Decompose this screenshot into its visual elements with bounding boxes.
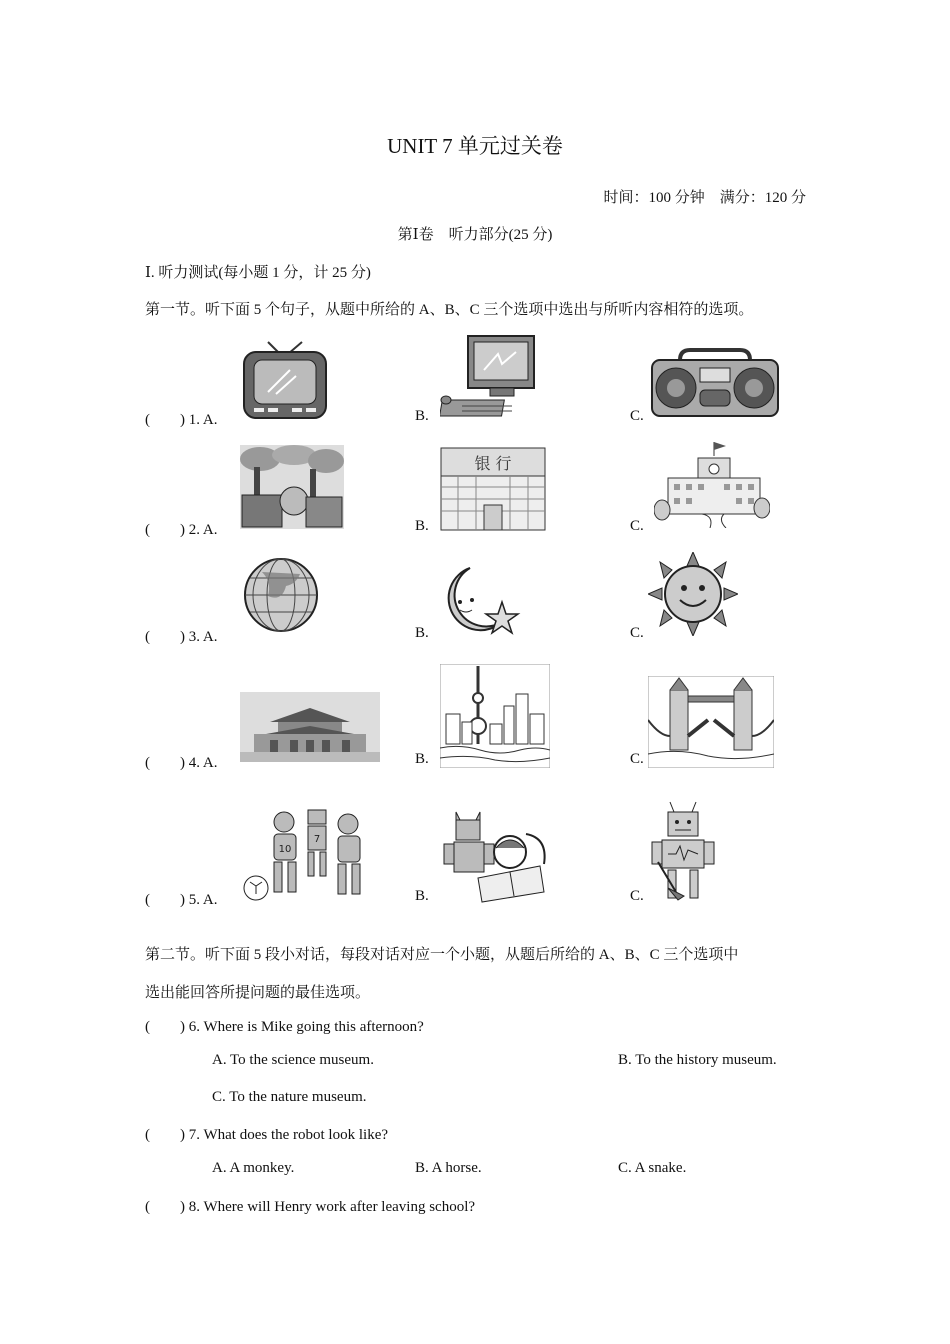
question-2-label: ( ) 2. A. [145, 522, 218, 538]
section-heading: Ⅰ. 听力测试(每小题 1 分，计 25 分) [145, 265, 371, 281]
bank-icon [440, 447, 546, 531]
robot-sweeping-icon [648, 800, 718, 904]
bank-sign-text: 银 行 [474, 454, 512, 473]
question-5-label: ( ) 5. A. [145, 892, 218, 908]
option-c-label: C. [630, 888, 644, 904]
section1-instruction: 第一节。听下面 5 个句子，从题中所给的 A、B、C 三个选项中选出与所听内容相符的选项。 [145, 302, 754, 318]
option-b-label: B. [415, 888, 429, 904]
tv-icon [240, 340, 330, 422]
factory-icon [240, 445, 344, 529]
option-c-label: C. [630, 518, 644, 534]
svg-text:7: 7 [313, 834, 321, 845]
shanghai-skyline-icon [440, 664, 550, 768]
robots-soccer-icon [238, 804, 378, 904]
svg-text:10: 10 [278, 844, 292, 855]
question-7-option-b: B. A horse. [415, 1160, 482, 1176]
radio-icon [650, 348, 780, 418]
question-7-option-c: C. A snake. [618, 1160, 687, 1176]
option-c-label: C. [630, 751, 644, 767]
question-1-label: ( ) 1. A. [145, 412, 218, 428]
robot-reading-icon [440, 808, 550, 904]
school-icon [654, 440, 770, 528]
option-c-label: C. [630, 625, 644, 641]
moon-star-icon [440, 566, 524, 636]
option-c-label: C. [630, 408, 644, 424]
option-b-label: B. [415, 518, 429, 534]
question-7-option-a: A. A monkey. [212, 1160, 295, 1176]
section2-instruction-line1: 第二节。听下面 5 段小对话，每段对话对应一个小题，从题后所给的 A、B、C 三个选项中 [145, 947, 739, 963]
section2-instruction-line2: 选出能回答所提问题的最佳选项。 [145, 985, 371, 1001]
part-heading: 第Ⅰ卷 听力部分(25 分) [397, 227, 553, 243]
question-4-label: ( ) 4. A. [145, 755, 218, 771]
exam-meta: 时间：100 分钟 满分：120 分 [603, 190, 806, 206]
sun-icon [648, 552, 738, 636]
tower-bridge-icon [648, 676, 774, 768]
option-b-label: B. [415, 751, 429, 767]
question-3-label: ( ) 3. A. [145, 629, 218, 645]
tiananmen-icon [240, 692, 380, 762]
question-6-option-a: A. To the science museum. [212, 1052, 374, 1068]
question-6-stem: ( ) 6. Where is Mike going this afternoon? [145, 1019, 424, 1035]
question-6-option-b: B. To the history museum. [618, 1052, 777, 1068]
question-7-stem: ( ) 7. What does the robot look like? [145, 1127, 389, 1143]
question-8-stem: ( ) 8. Where will Henry work after leaving school? [145, 1199, 476, 1215]
computer-icon [440, 334, 540, 422]
option-b-label: B. [415, 408, 429, 424]
question-6-option-c: C. To the nature museum. [212, 1089, 367, 1105]
option-b-label: B. [415, 625, 429, 641]
page-title: UNIT 7 单元过关卷 [387, 134, 563, 158]
globe-icon [242, 556, 320, 634]
